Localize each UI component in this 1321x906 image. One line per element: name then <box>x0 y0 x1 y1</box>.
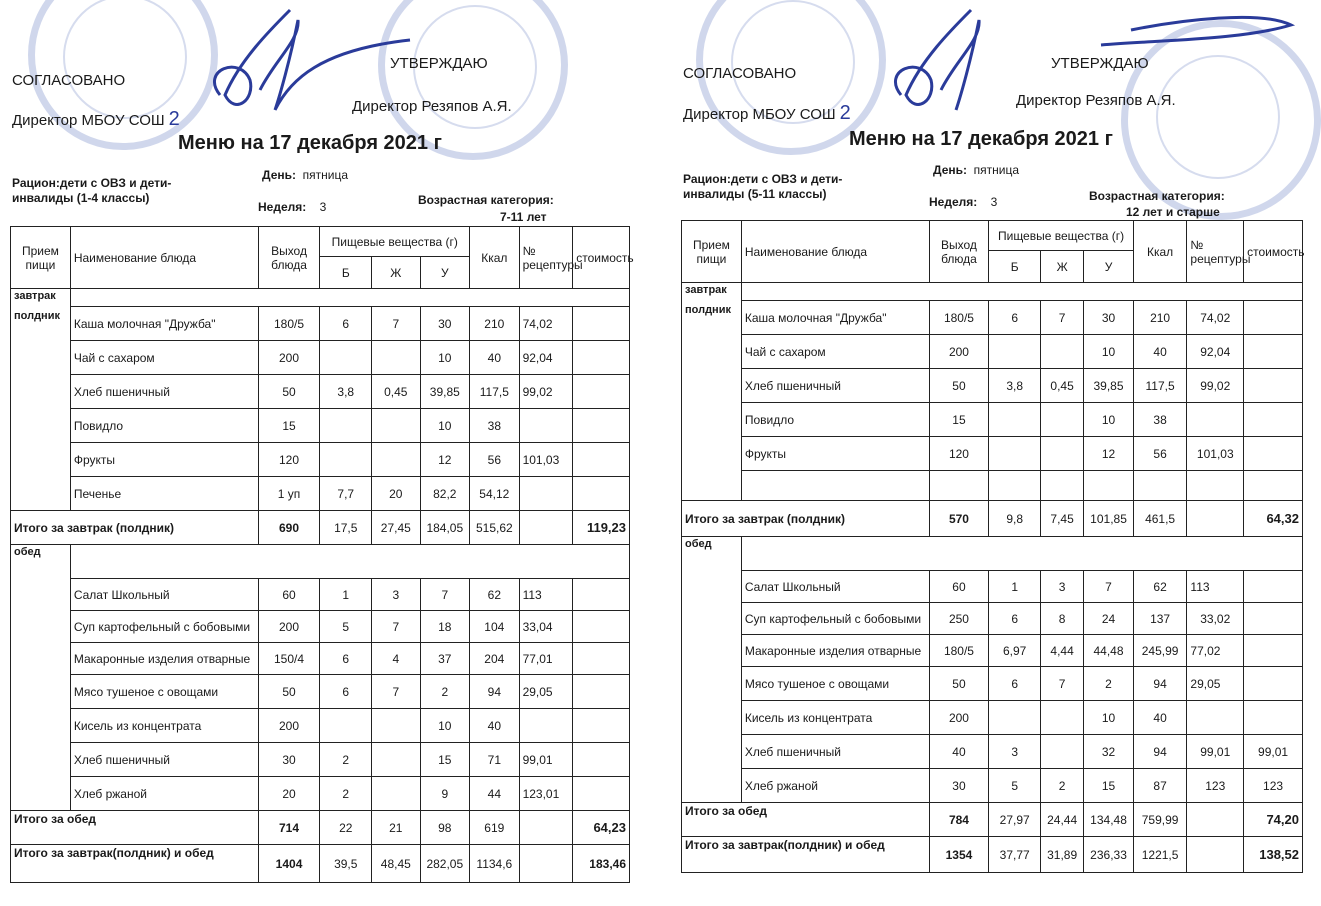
page-title: Меню на 17 декабря 2021 г <box>178 132 442 154</box>
col-nutrients: Пищевые вещества (г) <box>989 221 1133 251</box>
col-kcal: Ккал <box>470 227 520 289</box>
table-row: Фрукты 120 12 56 101,03 <box>11 443 630 477</box>
col-meal: Прием пищи <box>11 227 71 289</box>
table-row: Повидло 15 10 38 <box>682 403 1303 437</box>
table-row: Хлеб ржаной 20 2 9 44 123,01 <box>11 777 630 811</box>
col-b: Б <box>989 251 1041 283</box>
approve-by: Директор Резяпов А.Я. <box>1016 92 1176 109</box>
table-row: Макаронные изделия отварные 180/5 6,97 4,44 44,48 245,99 77,02 <box>682 635 1303 667</box>
col-recipe: № рецептуры <box>519 227 573 289</box>
menu-table <box>10 226 634 883</box>
col-b: Б <box>320 257 372 289</box>
table-row: Чай с сахаром 200 10 40 92,04 <box>11 341 630 375</box>
menu-table <box>681 220 1303 873</box>
table-row: Суп картофельный с бобовыми 200 5 7 18 104 33,04 <box>11 611 630 643</box>
col-cost: стоимость <box>1244 221 1303 283</box>
table-row: Салат Школьный 60 1 3 7 62 113 <box>11 579 630 611</box>
table-row: Хлеб ржаной 30 5 2 15 87 123 123 <box>682 769 1303 803</box>
age-category-label: Возрастная категория: <box>1089 189 1225 203</box>
week-info: Неделя: 3 <box>258 200 327 214</box>
col-cost: стоимость <box>573 227 630 289</box>
table-row: Хлеб пшеничный 50 3,8 0,45 39,85 117,5 99,02 <box>11 375 630 409</box>
col-nutrients: Пищевые вещества (г) <box>320 227 470 257</box>
meal-label: завтрак полдник <box>11 289 71 511</box>
table-row: Кисель из концентрата 200 10 40 <box>11 709 630 743</box>
grand-total-row: Итого за завтрак(полдник) и обед 1404 39,5 48,45 282,05 1134,6 183,46 <box>11 845 630 883</box>
table-row: Суп картофельный с бобовыми 250 6 8 24 137 33,02 <box>682 603 1303 635</box>
col-kcal: Ккал <box>1133 221 1187 283</box>
approve-label: УТВЕРЖДАЮ <box>1051 55 1149 72</box>
ration-label: Рацион:дети с ОВЗ и дети-инвалиды (5-11 классы) <box>683 172 843 201</box>
table-row: Макаронные изделия отварные 150/4 6 4 37 204 77,01 <box>11 643 630 675</box>
col-zh: Ж <box>1040 251 1083 283</box>
col-meal: Прием пищи <box>682 221 742 283</box>
day-info: День: пятница <box>933 163 1020 177</box>
col-dish: Наименование блюда <box>741 221 929 283</box>
table-row: Фрукты 120 12 56 101,03 <box>682 437 1303 471</box>
page-title: Меню на 17 декабря 2021 г <box>849 128 1113 150</box>
table-row <box>682 471 1303 501</box>
agreed-by: Директор МБОУ СОШ 2 <box>12 108 180 130</box>
table-row: Хлеб пшеничный 30 2 15 71 99,01 <box>11 743 630 777</box>
col-zh: Ж <box>372 257 420 289</box>
meal-label: завтрак полдник <box>682 283 742 501</box>
col-u: У <box>1084 251 1134 283</box>
table-row: Печенье 1 уп 7,7 20 82,2 54,12 <box>11 477 630 511</box>
table-row: Мясо тушеное с овощами 50 6 7 2 94 29,05 <box>682 667 1303 701</box>
table-row: Каша молочная "Дружба" 180/5 6 7 30 210 74,02 <box>682 301 1303 335</box>
col-dish: Наименование блюда <box>70 227 258 289</box>
week-info: Неделя: 3 <box>929 195 998 209</box>
menu-sheet-left <box>0 0 640 906</box>
table-row: Хлеб пшеничный 40 3 32 94 99,01 99,01 <box>682 735 1303 769</box>
lunch-total-row: Итого за обед 714 22 21 98 619 64,23 <box>11 811 630 845</box>
age-category-label: Возрастная категория: <box>418 193 554 207</box>
grand-total-row: Итого за завтрак(полдник) и обед 1354 37,77 31,89 236,33 1221,5 138,52 <box>682 837 1303 873</box>
age-category-value: 12 лет и старше <box>1126 205 1220 219</box>
breakfast-total-row: Итого за завтрак (полдник) 570 9,8 7,45 101,85 461,5 64,32 <box>682 501 1303 537</box>
table-row: Кисель из концентрата 200 10 40 <box>682 701 1303 735</box>
agreed-label: СОГЛАСОВАНО <box>683 65 797 82</box>
age-category-value: 7-11 лет <box>500 210 547 224</box>
table-row: Хлеб пшеничный 50 3,8 0,45 39,85 117,5 99,02 <box>682 369 1303 403</box>
agreed-label: СОГЛАСОВАНО <box>12 72 126 89</box>
approve-by: Директор Резяпов А.Я. <box>352 98 512 115</box>
menu-sheet-right <box>671 0 1311 906</box>
approve-label: УТВЕРЖДАЮ <box>390 55 488 72</box>
ration-label: Рацион:дети с ОВЗ и дети-инвалиды (1-4 классы) <box>12 176 172 205</box>
breakfast-total-row: Итого за завтрак (полдник) 690 17,5 27,45 184,05 515,62 119,23 <box>11 511 630 545</box>
agreed-by: Директор МБОУ СОШ 2 <box>683 102 851 124</box>
table-row: Повидло 15 10 38 <box>11 409 630 443</box>
table-row: Чай с сахаром 200 10 40 92,04 <box>682 335 1303 369</box>
table-row: Салат Школьный 60 1 3 7 62 113 <box>682 571 1303 603</box>
meal-label: обед <box>682 537 742 803</box>
lunch-total-row: Итого за обед 784 27,97 24,44 134,48 759,99 74,20 <box>682 803 1303 837</box>
table-row: Каша молочная "Дружба" 180/5 6 7 30 210 74,02 <box>11 307 630 341</box>
col-output: Выход блюда <box>258 227 320 289</box>
col-u: У <box>420 257 470 289</box>
table-row: Мясо тушеное с овощами 50 6 7 2 94 29,05 <box>11 675 630 709</box>
meal-label: обед <box>11 545 71 811</box>
col-output: Выход блюда <box>929 221 989 283</box>
col-recipe: № рецептуры <box>1187 221 1244 283</box>
day-info: День: пятница <box>262 168 349 182</box>
